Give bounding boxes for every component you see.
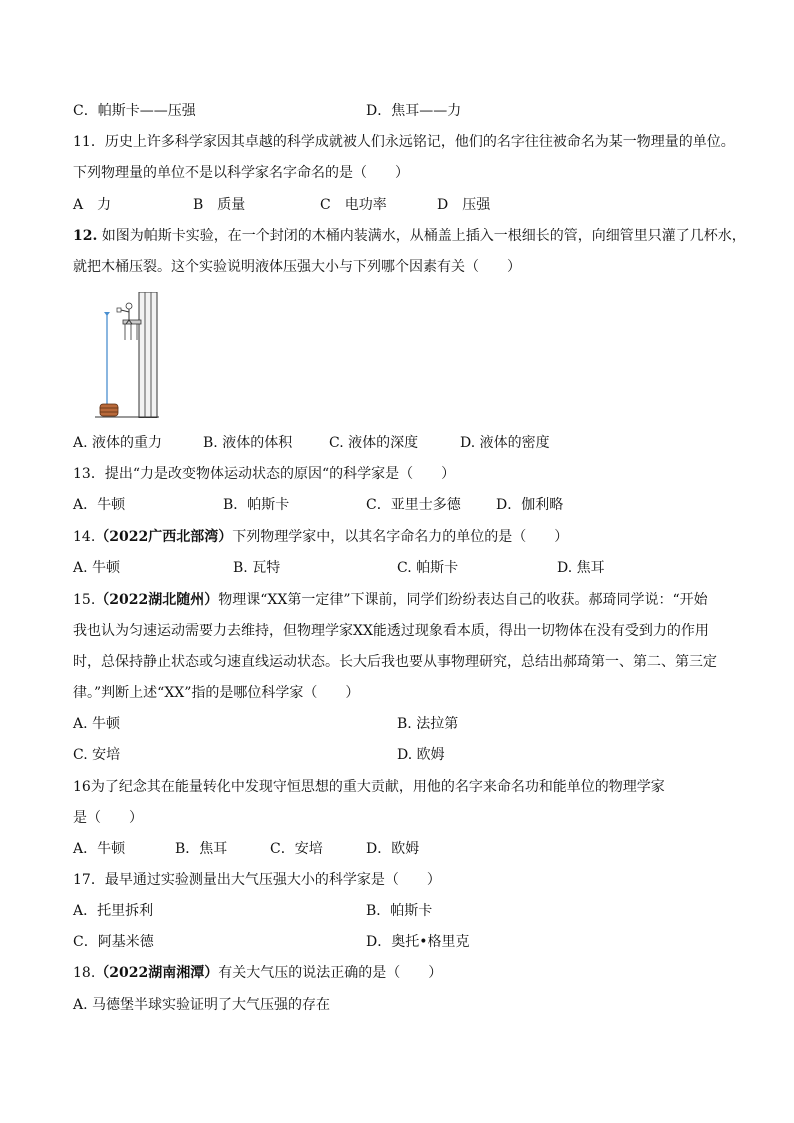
- q11-stem-line2: 下列物理量的单位不是以科学家名字命名的是（ ）: [73, 165, 409, 181]
- q11-option-a: A 力: [73, 197, 112, 213]
- q15-stem-line4: 律。”判断上述“XX”指的是哪位科学家（ ）: [73, 685, 360, 701]
- q16-stem-line2: 是（ ）: [73, 810, 143, 826]
- q15-option-a: A. 牛顿: [73, 716, 121, 732]
- q11-option-d: D 压强: [437, 197, 491, 213]
- q13-option-c: C．亚里士多德: [366, 497, 461, 513]
- q16-option-c: C．安培: [270, 841, 323, 857]
- q11-option-c: C 电功率: [320, 197, 387, 213]
- q13-option-d: D．伽利略: [496, 497, 564, 513]
- q14-option-b: B. 瓦特: [233, 560, 281, 576]
- q18-option-a: A. 马德堡半球实验证明了大气压强的存在: [73, 997, 331, 1013]
- q14-option-a: A. 牛顿: [73, 560, 121, 576]
- q12-option-c: C. 液体的深度: [329, 435, 419, 451]
- q15-option-b: B. 法拉第: [397, 716, 459, 732]
- q18-stem: 18.（2022湖南湘潭）有关大气压的说法正确的是（ ）: [73, 965, 443, 981]
- q12-option-b: B. 液体的体积: [203, 435, 293, 451]
- q12-number: 12.: [73, 228, 98, 244]
- q16-stem-line1: 16为了纪念其在能量转化中发现守恒思想的重大贡献，用他的名字来命名功和能单位的物理学家: [73, 779, 665, 795]
- q15-option-d: D. 欧姆: [397, 747, 445, 763]
- q14-stem: 14.（2022广西北部湾）下列物理学家中，以其名字命名力的单位的是（ ）: [73, 529, 569, 545]
- q13-stem: 13．提出“力是改变物体运动状态的原因“的科学家是（ ）: [73, 466, 456, 482]
- pascal-barrel-figure: [95, 292, 159, 418]
- q12-stem-line1: 12. 如图为帕斯卡实验，在一个封闭的木桶内装满水，从桶盖上插入一根细长的管，向细管里只灌了几杯水，: [73, 228, 746, 244]
- q15-stem-line3: 时，总保持静止状态或匀速直线运动状态。长大后我也要从事物理研究，总结出郝琦第一、第二、第三定: [73, 654, 717, 670]
- q11-option-b: B 质量: [193, 197, 246, 213]
- q11-stem-line1: 11．历史上许多科学家因其卓越的科学成就被人们永远铭记，他们的名字往往被命名为某一物理量的单位。: [73, 134, 735, 150]
- q17-option-b: B．帕斯卡: [366, 903, 433, 919]
- q13-option-b: B．帕斯卡: [223, 497, 290, 513]
- q17-option-d: D．奥托•格里克: [366, 934, 470, 950]
- q14-option-c: C. 帕斯卡: [397, 560, 459, 576]
- q13-option-a: A．牛顿: [73, 497, 126, 513]
- q12-stem-line2: 就把木桶压裂。这个实验说明液体压强大小与下列哪个因素有关（ ）: [73, 259, 521, 275]
- option-c: C．帕斯卡——压强: [73, 103, 196, 119]
- q15-source: （2022湖北随州）: [95, 592, 219, 608]
- q14-option-d: D. 焦耳: [557, 560, 605, 576]
- q17-option-c: C．阿基米德: [73, 934, 154, 950]
- q17-option-a: A．托里拆利: [73, 903, 154, 919]
- q16-option-b: B．焦耳: [175, 841, 228, 857]
- q16-option-a: A．牛顿: [73, 841, 126, 857]
- q15-option-c: C. 安培: [73, 747, 121, 763]
- q15-stem-line1: 15.（2022湖北随州）物理课“XX第一定律”下课前，同学们纷纷表达自己的收获。郝琦同学说：“开始: [73, 592, 708, 608]
- q14-source: （2022广西北部湾）: [95, 529, 233, 545]
- q16-option-d: D．欧姆: [366, 841, 420, 857]
- q12-option-a: A. 液体的重力: [73, 435, 163, 451]
- q15-stem-line2: 我也认为匀速运动需要力去维持，但物理学家XX能透过现象看本质，得出一切物体在没有受到力的作用: [73, 623, 709, 639]
- q17-stem: 17．最早通过实验测量出大气压强大小的科学家是（ ）: [73, 872, 441, 888]
- q18-source: （2022湖南湘潭）: [95, 965, 219, 981]
- q12-option-d: D. 液体的密度: [460, 435, 550, 451]
- option-d: D．焦耳——力: [366, 103, 462, 119]
